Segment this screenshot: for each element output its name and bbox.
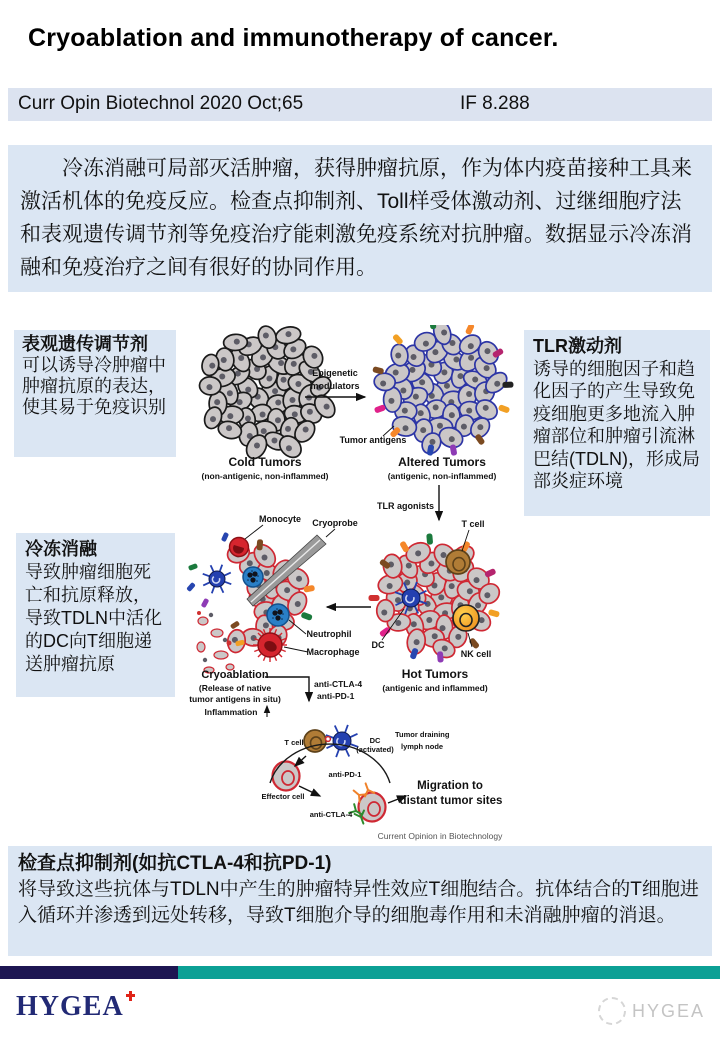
label-t-cell-node: T cell: [284, 738, 304, 747]
note-tlr-body: 诱导的细胞因子和趋化因子的产生导致免疫细胞更多地流入肿瘤部位和肿瘤引流淋巴结(TDLN)，形成局部炎症环境: [533, 358, 700, 491]
label-tdln-2: lymph node: [401, 742, 444, 751]
label-effector-cell: Effector cell: [261, 792, 305, 801]
page-title: Cryoablation and immunotherapy of cancer.: [28, 24, 559, 52]
impact-factor: IF 8.288: [460, 93, 530, 114]
label-tumor-antigens: Tumor antigens: [339, 435, 407, 445]
note-epigenetic: [14, 330, 176, 457]
abstract-box: [8, 145, 712, 292]
abstract-text: 冷冻消融可局部灭活肿瘤，获得肿瘤抗原，作为体内疫苗接种工具来激活机体的免疫反应。检查点抑制剂、Toll样受体激动剂、过继细胞疗法和表观遗传调节剂等免疫治疗能刺激免疫系统对抗肿瘤。数据显示冷冻消融和免疫治疗之间有很好的协同作用。: [20, 157, 692, 279]
figure-caption: Current Opinion in Biotechnology: [377, 831, 503, 841]
note-epigenetic-body: 可以诱导冷肿瘤中肿瘤抗原的表达，使其易于免疫识别: [22, 355, 166, 417]
label-hot-tumors: Hot Tumors: [401, 667, 469, 681]
watermark-circle-icon: [598, 997, 626, 1025]
note-cryoablation: [16, 533, 175, 697]
hygea-logo-text: HYGEA: [16, 991, 124, 1022]
label-cold-sub: (non-antigenic, non-inflammed): [201, 471, 329, 481]
footer-bar-navy: [0, 966, 178, 979]
label-anti-pd1-top: anti-PD-1: [317, 691, 355, 701]
footer-bar-teal: [178, 966, 720, 979]
note-checkpoint: [8, 846, 712, 956]
journal-bar: [8, 88, 712, 121]
label-nk-cell: NK cell: [460, 649, 492, 659]
note-cryoablation-title: 冷冻消融: [25, 539, 97, 559]
red-cross-icon: [125, 991, 136, 1005]
note-cryoablation-body: 导致肿瘤细胞死亡和抗原释放，导致TDLN中活化的DC向T细胞递送肿瘤抗原: [25, 562, 163, 674]
pathway-figure: [185, 325, 515, 845]
label-cryoablation: Cryoablation: [201, 669, 269, 681]
label-altered-sub: (antigenic, non-inflammed): [387, 471, 497, 481]
label-monocyte: Monocyte: [258, 514, 302, 524]
label-cold-tumors: Cold Tumors: [228, 455, 302, 469]
label-anti-ctla4-top: anti-CTLA-4: [314, 679, 363, 689]
note-checkpoint-title: 检查点抑制剂(如抗CTLA-4和抗PD-1): [18, 853, 332, 874]
hygea-logo: [16, 991, 136, 1023]
watermark-text: HYGEA: [632, 1000, 706, 1021]
label-hot-sub: (antigenic and inflammed): [382, 683, 488, 693]
note-tlr-title: TLR激动剂: [533, 336, 622, 356]
note-checkpoint-body: 将导致这些抗体与TDLN中产生的肿瘤特异性效应T细胞结合。抗体结合的T细胞进入循环并渗透到远处转移，导致T细胞介导的细胞毒作用和未消融肿瘤的消退。: [18, 879, 699, 926]
label-neutrophil: Neutrophil: [306, 629, 352, 639]
label-epigenetic-2: modulators: [310, 381, 360, 391]
label-anti-pd1-bound: anti-PD-1: [328, 770, 362, 779]
label-migration-1: Migration to: [417, 780, 483, 792]
arrow-tcell-to-effector: [295, 756, 306, 766]
label-dc: DC: [371, 640, 385, 650]
label-inflammation: Inflammation: [204, 707, 258, 717]
note-epigenetic-title: 表观遗传调节剂: [22, 334, 148, 354]
label-tlr-agonists: TLR agonists: [376, 501, 434, 511]
label-tdln-1: Tumor draining: [395, 730, 450, 739]
label-release-2: tumor antigens in situ): [189, 694, 281, 704]
label-release-1: (Release of native: [198, 683, 272, 693]
label-altered-tumors: Altered Tumors: [398, 455, 486, 469]
label-dc-activated: (activated): [356, 745, 394, 754]
hygea-watermark: [598, 997, 705, 1025]
label-migration-2: distant tumor sites: [399, 795, 503, 807]
label-macrophage: Macrophage: [306, 647, 360, 657]
note-tlr: [524, 330, 710, 516]
label-anti-ctla4-bound: anti-CTLA-4: [309, 810, 353, 819]
label-t-cell: T cell: [461, 519, 485, 529]
label-dc-node: DC: [369, 736, 381, 745]
label-cryoprobe: Cryoprobe: [312, 518, 358, 528]
journal-citation: Curr Opin Biotechnol 2020 Oct;65: [18, 93, 304, 114]
label-epigenetic-1: Epigenetic: [312, 368, 358, 378]
